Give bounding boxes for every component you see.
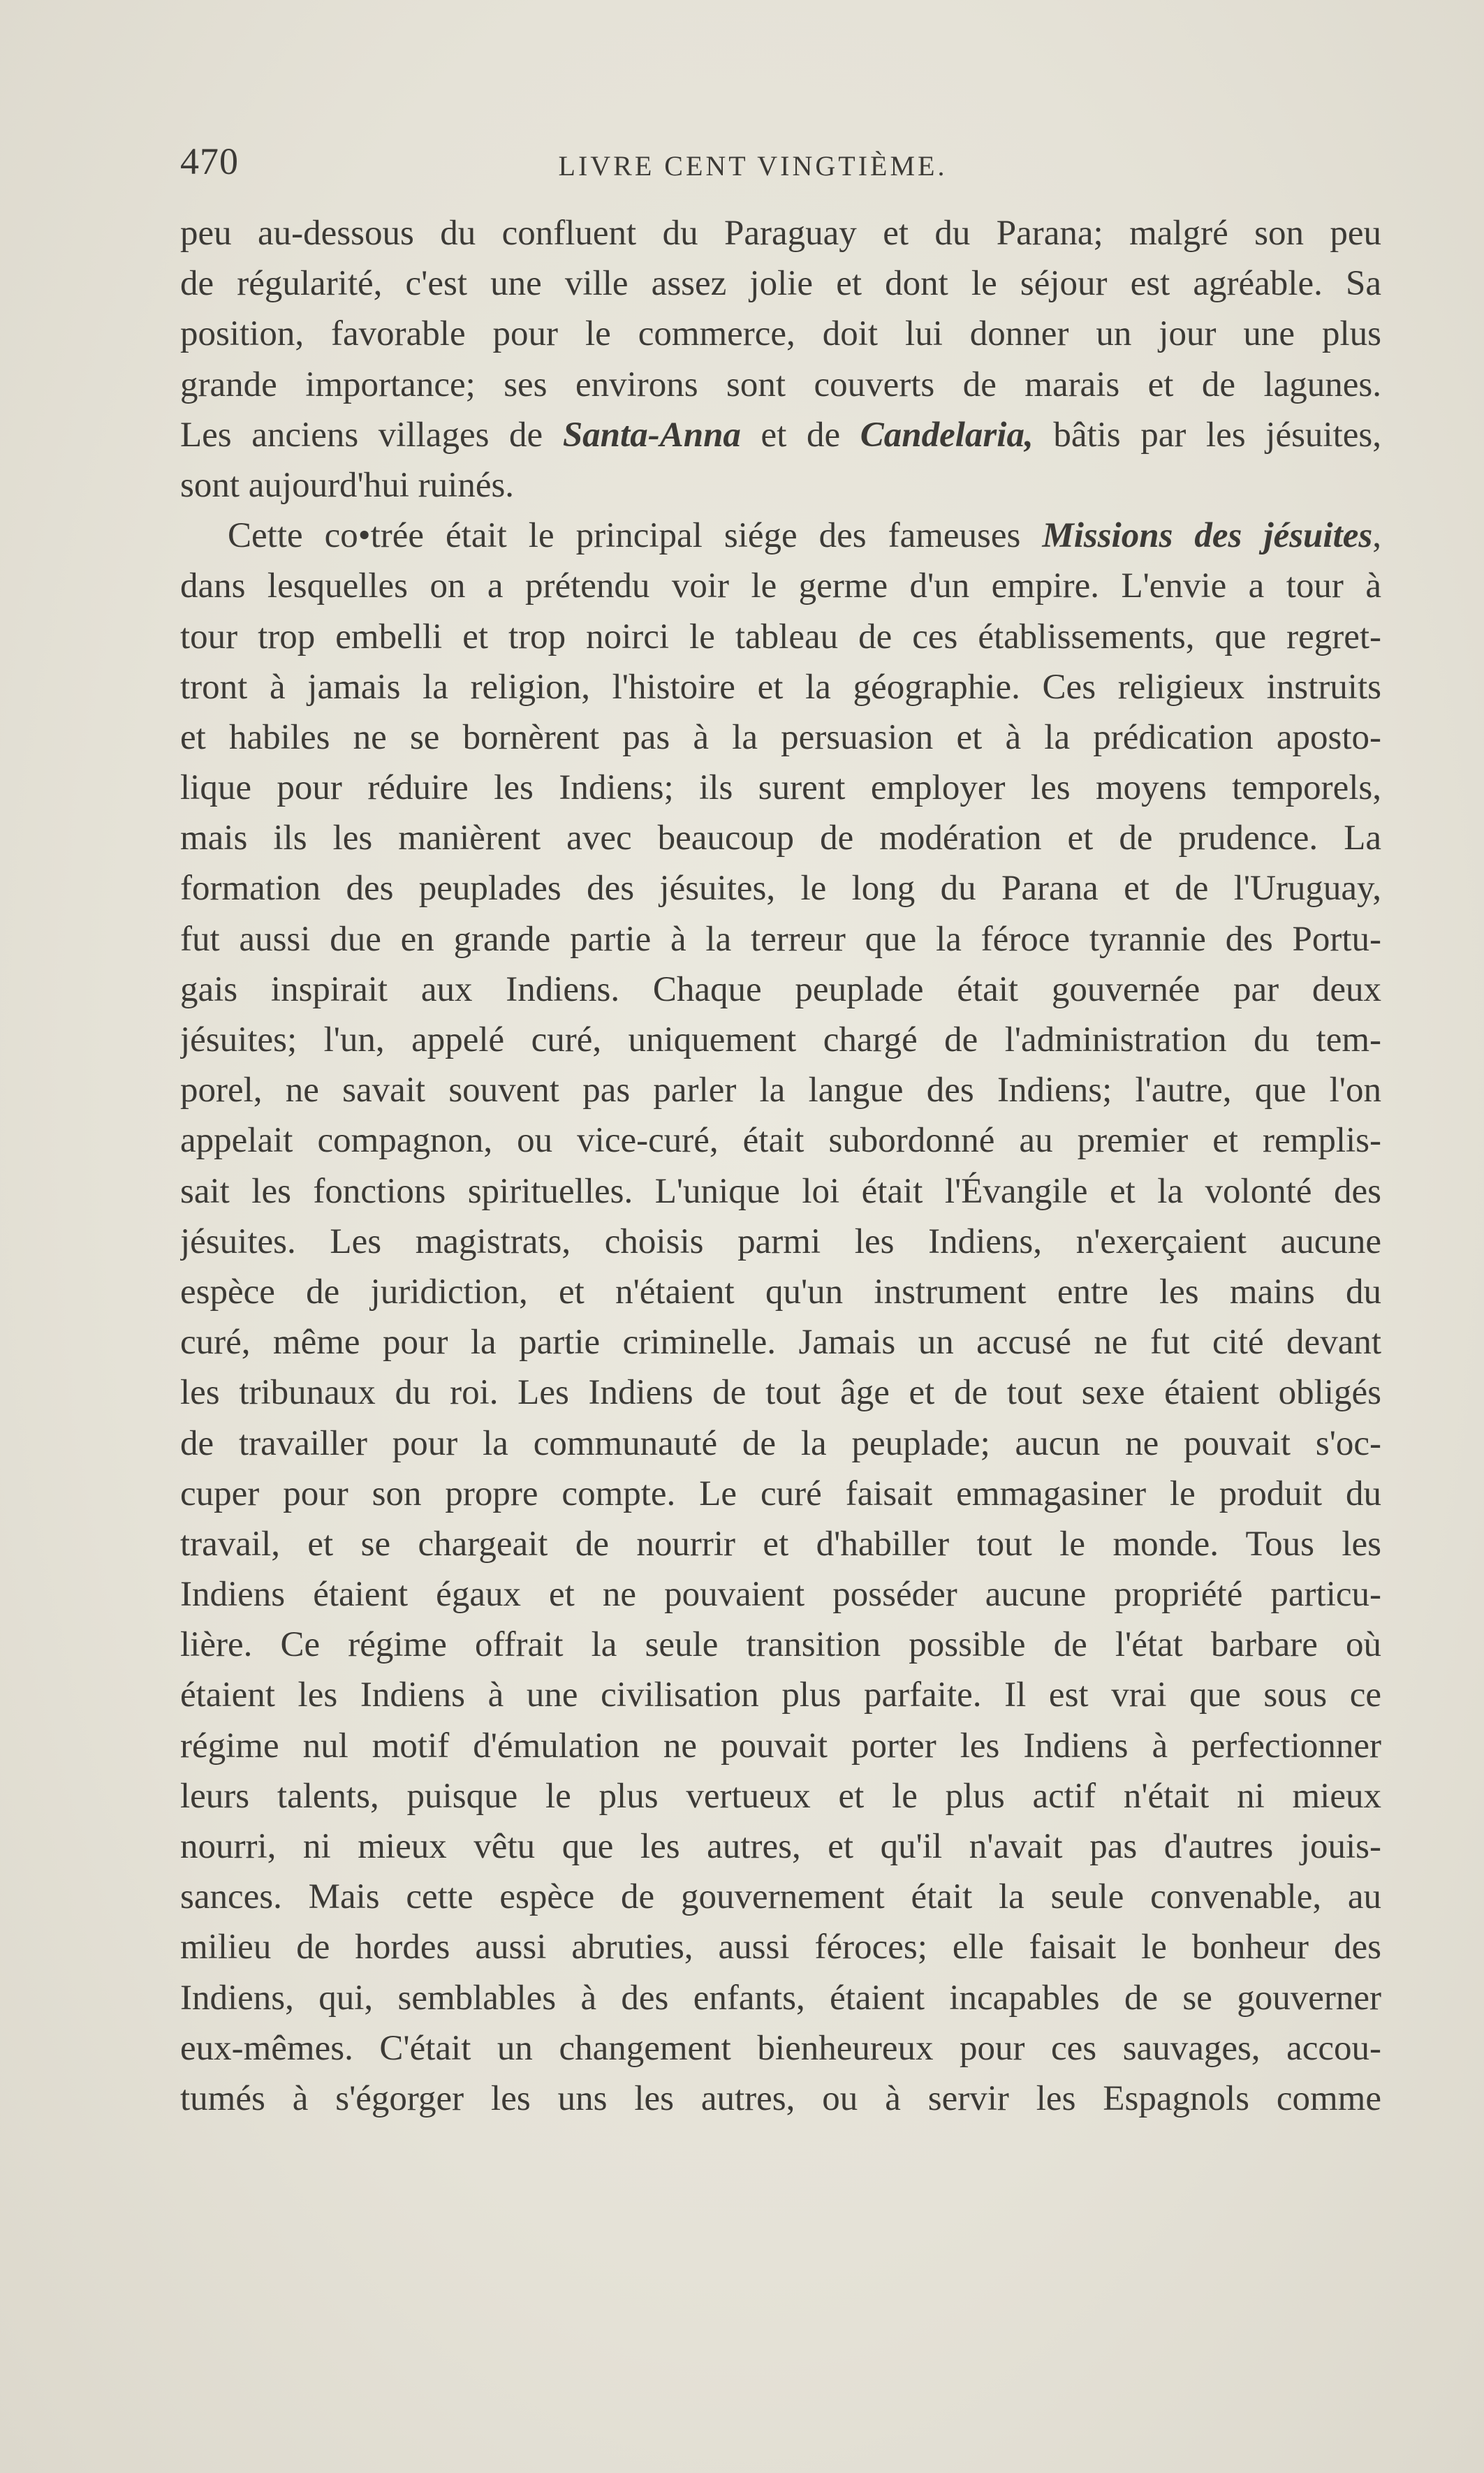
text-line: régime nul motif d'émulation ne pouvait porter les Indiens à perfectionner [180, 1726, 1381, 1766]
text-line: sont aujourd'hui ruinés. [180, 465, 515, 505]
text-line: les tribunaux du roi. Les Indiens de tout âge et de tout sexe étaient obligés [180, 1373, 1381, 1413]
text-line: position, favorable pour le commerce, doit lui donner un jour une plus [180, 314, 1381, 354]
text-run: bâtis par les jésuites, [1033, 415, 1381, 455]
page-number: 470 [180, 140, 239, 182]
text-line: tront à jamais la religion, l'histoire et la géographie. Ces religieux instruits [180, 667, 1381, 707]
text-line: Indiens étaient égaux et ne pouvaient posséder aucune propriété particu- [180, 1575, 1381, 1615]
text-line: fut aussi due en grande partie à la terreur que la féroce tyrannie des Portu- [180, 919, 1381, 959]
text-line: jésuites. Les magistrats, choisis parmi les Indiens, n'exerçaient aucune [180, 1221, 1381, 1261]
text-line: jésuites; l'un, appelé curé, uniquement chargé de l'administration du tem- [180, 1020, 1381, 1059]
text-line: tumés à s'égorger les uns les autres, ou à servir les Espagnols comme [180, 2078, 1381, 2118]
text-line: formation des peuplades des jésuites, le long du Parana et de l'Uruguay, [180, 869, 1381, 909]
text-line [180, 410, 1381, 460]
text-line: Indiens, qui, semblables à des enfants, étaient incapables de se gouverner [180, 1978, 1381, 2018]
page-header [180, 140, 1381, 189]
text-line: curé, même pour la partie criminelle. Jamais un accusé ne fut cité devant [180, 1323, 1381, 1363]
text-line: lique pour réduire les Indiens; ils surent employer les moyens temporels, [180, 768, 1381, 808]
text-line: espèce de juridiction, et n'étaient qu'un instrument entre les mains du [180, 1272, 1381, 1312]
text-run: et de [740, 415, 860, 455]
text-line: mais ils les manièrent avec beaucoup de modération et de prudence. La [180, 819, 1381, 858]
body-text [180, 208, 1381, 2124]
place-name-candelaria: Candelaria, [860, 415, 1034, 455]
text-line: porel, ne savait souvent pas parler la langue des Indiens; l'autre, que l'on [180, 1071, 1381, 1110]
place-name-santa-anna: Santa-Anna [562, 415, 741, 455]
text-run: , [1372, 516, 1381, 556]
text-line: grande importance; ses environs sont couverts de marais et de lagunes. [180, 365, 1381, 404]
text-line: et habiles ne se bornèrent pas à la persuasion et à la prédication aposto- [180, 717, 1381, 757]
text-line: travail, et se chargeait de nourrir et d'habiller tout le monde. Tous les [180, 1524, 1381, 1564]
text-line: étaient les Indiens à une civilisation plus parfaite. Il est vrai que sous ce [180, 1675, 1381, 1715]
text-line: lière. Ce régime offrait la seule transition possible de l'état barbare où [180, 1625, 1381, 1665]
text-line: gais inspirait aux Indiens. Chaque peuplade était gouvernée par deux [180, 969, 1381, 1009]
text-run: Les anciens villages de [180, 415, 563, 455]
text-line: de régularité, c'est une ville assez jolie et dont le séjour est agréable. Sa [180, 264, 1381, 304]
text-line: appelait compagnon, ou vice-curé, était subordonné au premier et remplis- [180, 1121, 1381, 1161]
text-line: tour trop embelli et trop noirci le tableau de ces établissements, que regret- [180, 617, 1381, 656]
text-run: Cette co•trée était le principal siége des fameuses [228, 516, 1043, 556]
text-line: dans lesquelles on a prétendu voir le germe d'un empire. L'envie a tour à [180, 566, 1381, 606]
text-line [180, 511, 1381, 561]
text-line: milieu de hordes aussi abruties, aussi féroces; elle faisait le bonheur des [180, 1928, 1381, 1967]
text-line: de travailler pour la communauté de la peuplade; aucun ne pouvait s'oc- [180, 1423, 1381, 1463]
text-line: nourri, ni mieux vêtu que les autres, et qu'il n'avait pas d'autres jouis- [180, 1827, 1381, 1866]
text-line: cuper pour son propre compte. Le curé faisait emmagasiner le produit du [180, 1474, 1381, 1513]
text-line: sait les fonctions spirituelles. L'unique loi était l'Évangile et la volonté des [180, 1171, 1381, 1211]
text-line: eux-mêmes. C'était un changement bienheureux pour ces sauvages, accou- [180, 2028, 1381, 2068]
missions-title: Missions des jésuites [1042, 516, 1373, 556]
running-title: LIVRE CENT VINGTIÈME. [558, 150, 948, 182]
text-line: sances. Mais cette espèce de gouvernement était la seule convenable, au [180, 1877, 1381, 1917]
text-line: leurs talents, puisque le plus vertueux et le plus actif n'était ni mieux [180, 1776, 1381, 1816]
text-line: peu au-dessous du confluent du Paraguay et du Parana; malgré son peu [180, 214, 1381, 253]
